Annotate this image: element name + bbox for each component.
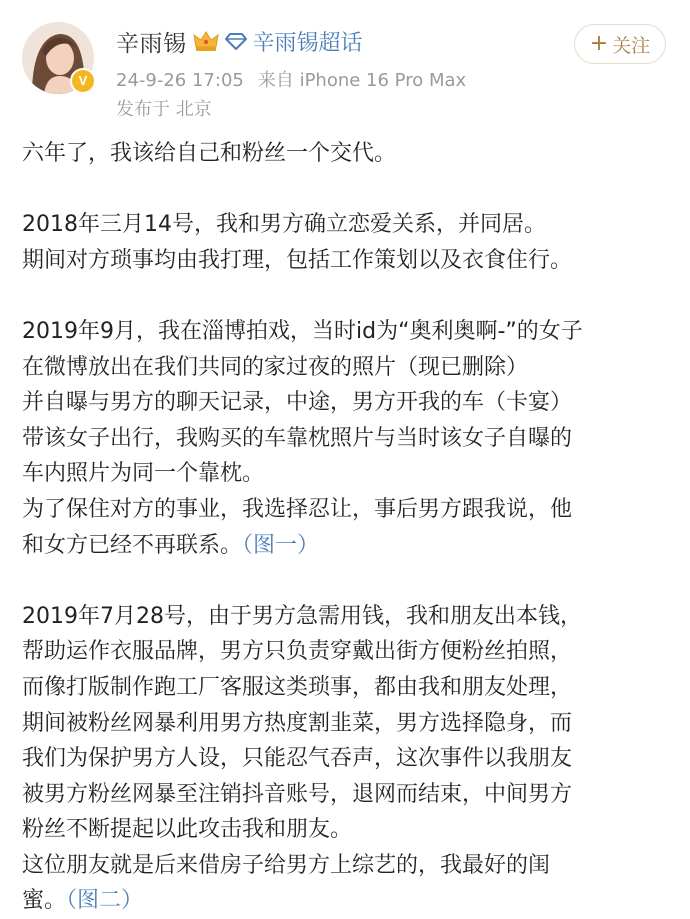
post-body xyxy=(22,136,672,919)
body-line: 并自曝与男方的聊天记录，中途，男方开我的车（卡宴） xyxy=(22,390,573,416)
body-line: 粉丝不断提起以此攻击我和朋友。 xyxy=(22,817,353,843)
supertopic-link[interactable]: 辛雨锡超话 xyxy=(252,30,363,56)
follow-button-label: 关注 xyxy=(612,34,651,57)
body-line: 期间被粉丝网暴利用男方热度割韭菜，男方选择隐身，而 xyxy=(22,710,573,736)
body-line: 带该女子出行，我购买的车靠枕照片与当时该女子自曝的 xyxy=(22,425,573,451)
body-line xyxy=(22,883,672,919)
body-line: 2018年三月14号，我和男方确立恋爱关系，并同居。 xyxy=(22,212,546,238)
crown-icon xyxy=(193,30,219,52)
body-text: 蜜。 xyxy=(22,888,67,914)
plus-icon: + xyxy=(589,31,609,56)
diamond-icon xyxy=(225,32,247,50)
body-line: 这位朋友就是后来借房子给男方上综艺的，我最好的闺 xyxy=(22,852,551,878)
post-timestamp: 24-9-26 17:05 xyxy=(116,70,244,91)
image-one-link[interactable]: （图一） xyxy=(242,532,320,558)
body-line: 在微博放出在我们共同的家过夜的照片（现已删除） xyxy=(22,354,529,380)
body-line: 被男方粉丝网暴至注销抖音账号，退网而结束，中间男方 xyxy=(22,781,573,807)
body-text: 和女方已经不再联系。 xyxy=(22,532,243,558)
post-header xyxy=(0,0,690,128)
body-line xyxy=(22,528,672,564)
avatar[interactable] xyxy=(22,22,94,94)
body-line: 六年了，我该给自己和粉丝一个交代。 xyxy=(22,141,397,166)
username[interactable]: 辛雨锡 xyxy=(116,30,187,57)
name-row xyxy=(116,24,363,58)
post-meta xyxy=(116,66,480,92)
body-line: 车内照片为同一个靠枕。 xyxy=(22,461,265,487)
post-source: 来自 iPhone 16 Pro Max xyxy=(257,70,467,91)
body-line: 帮助运作衣服品牌，男方只负责穿戴出街方便粉丝拍照， xyxy=(22,639,573,665)
verified-badge-icon: V xyxy=(70,68,96,94)
follow-button[interactable] xyxy=(574,24,666,64)
body-line: 而像打版制作跑工厂客服这类琐事，都由我和朋友处理， xyxy=(22,674,573,700)
body-line: 2019年7月28号，由于男方急需用钱，我和朋友出本钱， xyxy=(22,603,582,629)
image-two-link[interactable]: （图二） xyxy=(66,888,144,914)
body-line: 我们为保护男方人设，只能忍气吞声，这次事件以我朋友 xyxy=(22,746,573,772)
body-line: 2019年9月，我在淄博拍戏，当时id为“奥利奥啊-”的女子 xyxy=(22,318,583,344)
body-line: 为了保住对方的事业，我选择忍让，事后男方跟我说，他 xyxy=(22,496,573,522)
body-line: 期间对方琐事均由我打理，包括工作策划以及衣食住行。 xyxy=(22,247,573,273)
post-location: 发布于 北京 xyxy=(116,99,212,120)
